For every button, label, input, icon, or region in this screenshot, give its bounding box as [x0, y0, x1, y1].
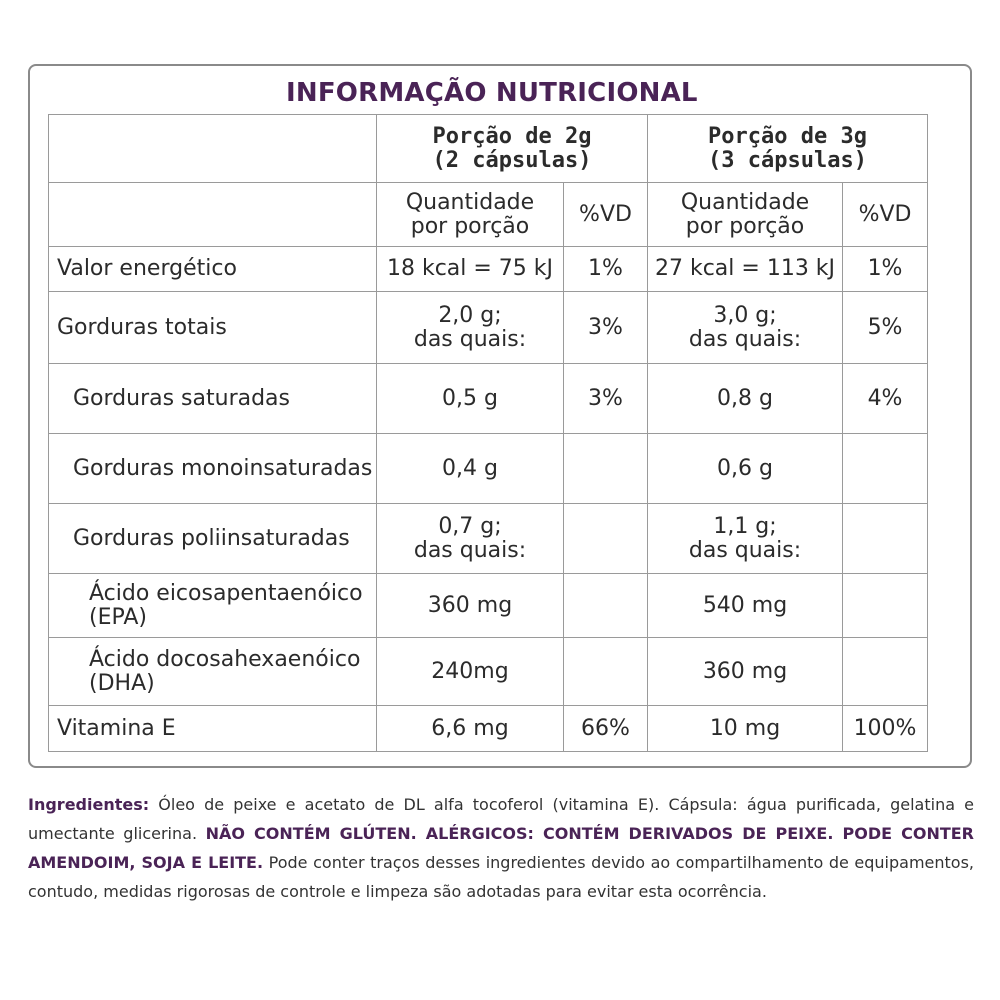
vd-portion-2: 100% [843, 706, 928, 752]
vd-portion-1: 3% [564, 364, 648, 434]
portion-1-header [377, 115, 648, 183]
qty-portion-1: 0,5 g [377, 364, 564, 434]
allergen-warning: NÃO CONTÉM GLÚTEN. ALÉRGICOS: CONTÉM DERIVADOS DE PEIXE. PODE CONTER AMENDOIM, SOJA E LEITE. [28, 824, 974, 872]
subheader-row [49, 183, 928, 247]
vd-portion-2: 5% [843, 292, 928, 364]
vd-portion-2: 4% [843, 364, 928, 434]
vd-portion-1 [564, 434, 648, 504]
qty-value: 2,0 g; [438, 302, 502, 328]
qty-value: 1,1 g; [713, 513, 777, 539]
qty-header-2-line1: Quantidade [680, 189, 810, 215]
empty-corner-cell [49, 115, 377, 183]
qty-value: 3,0 g; [713, 302, 777, 328]
row-vitamin-e [49, 706, 928, 752]
ingredients-label: Ingredientes: [28, 795, 150, 814]
qty-portion-2 [648, 504, 843, 574]
qty-header-1 [377, 183, 564, 247]
qty-portion-1: 18 kcal = 75 kJ [377, 247, 564, 292]
row-label-line2: (EPA) [89, 604, 147, 630]
vd-header-2: %VD [843, 183, 928, 247]
vd-portion-2: 1% [843, 247, 928, 292]
qty-value: 0,7 g; [438, 513, 502, 539]
row-saturated-fat [49, 364, 928, 434]
row-label: Gorduras saturadas [49, 364, 377, 434]
row-label: Gorduras totais [49, 292, 377, 364]
qty-note: das quais: [413, 326, 527, 352]
empty-label-cell [49, 183, 377, 247]
vd-header-1: %VD [564, 183, 648, 247]
row-monounsaturated-fat [49, 434, 928, 504]
row-energy [49, 247, 928, 292]
qty-note: das quais: [413, 537, 527, 563]
qty-portion-1: 6,6 mg [377, 706, 564, 752]
row-label-line1: Ácido docosahexaenóico [89, 646, 361, 672]
qty-portion-2: 27 kcal = 113 kJ [648, 247, 843, 292]
qty-note: das quais: [688, 537, 802, 563]
qty-portion-2: 0,6 g [648, 434, 843, 504]
vd-portion-2 [843, 504, 928, 574]
portion-1-line1: Porção de 2g [432, 123, 592, 149]
ingredients-text [28, 790, 974, 906]
qty-note: das quais: [688, 326, 802, 352]
vd-portion-1: 66% [564, 706, 648, 752]
qty-portion-2: 0,8 g [648, 364, 843, 434]
row-dha [49, 638, 928, 706]
vd-portion-1 [564, 504, 648, 574]
qty-header-2-line2: por porção [685, 213, 805, 239]
vd-portion-1: 1% [564, 247, 648, 292]
qty-portion-2 [648, 292, 843, 364]
row-label [49, 574, 377, 638]
row-total-fat [49, 292, 928, 364]
qty-header-2 [648, 183, 843, 247]
vd-portion-1: 3% [564, 292, 648, 364]
row-label: Valor energético [49, 247, 377, 292]
qty-portion-2: 540 mg [648, 574, 843, 638]
vd-portion-2 [843, 574, 928, 638]
portion-header-row [49, 115, 928, 183]
portion-1-line2: (2 cápsulas) [432, 147, 592, 173]
qty-portion-1: 240mg [377, 638, 564, 706]
vd-portion-2 [843, 434, 928, 504]
portion-2-line2: (3 cápsulas) [708, 147, 867, 173]
ingredients-list: Óleo de peixe e acetato de DL alfa tocoferol (vitamina E). Cápsula: água purificada, gelatina e umectante glicerina. [28, 795, 974, 843]
qty-portion-1 [377, 292, 564, 364]
row-label: Vitamina E [49, 706, 377, 752]
vd-portion-2 [843, 638, 928, 706]
qty-portion-2: 360 mg [648, 638, 843, 706]
row-label-line2: (DHA) [89, 670, 155, 696]
portion-2-line1: Porção de 3g [708, 123, 867, 149]
nutrition-table [48, 114, 928, 752]
row-epa [49, 574, 928, 638]
qty-header-1-line1: Quantidade [405, 189, 535, 215]
vd-portion-1 [564, 638, 648, 706]
qty-header-1-line2: por porção [410, 213, 530, 239]
row-polyunsaturated-fat [49, 504, 928, 574]
cross-contamination-note: Pode conter traços desses ingredientes devido ao compartilhamento de equipamentos, contudo, medidas rigorosas de controle e limpeza são adotadas para evitar esta ocorrência. [28, 853, 974, 901]
qty-portion-1: 0,4 g [377, 434, 564, 504]
vd-portion-1 [564, 574, 648, 638]
portion-2-header [648, 115, 928, 183]
qty-portion-2: 10 mg [648, 706, 843, 752]
row-label: Gorduras monoinsaturadas [49, 434, 377, 504]
row-label-line1: Ácido eicosapentaenóico [89, 580, 363, 606]
qty-portion-1 [377, 504, 564, 574]
table-title: INFORMAÇÃO NUTRICIONAL [286, 78, 698, 108]
row-label: Gorduras poliinsaturadas [49, 504, 377, 574]
qty-portion-1: 360 mg [377, 574, 564, 638]
row-label [49, 638, 377, 706]
